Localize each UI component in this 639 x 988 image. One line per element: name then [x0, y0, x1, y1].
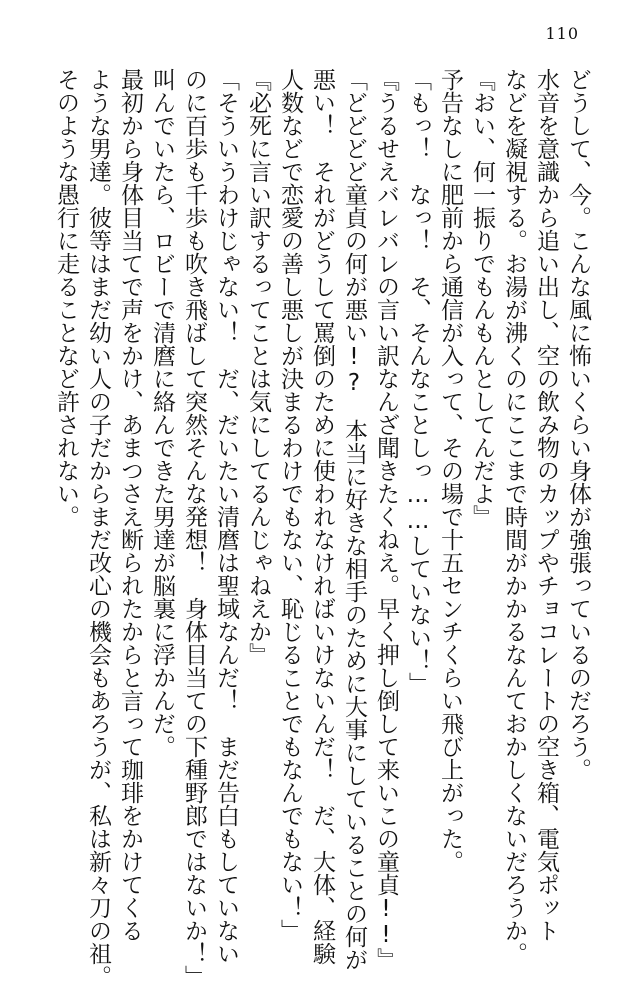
text-line: 叫んでいたら、ロビーで清麿に絡んできた男達が脳裏に浮かんだ。 [149, 68, 175, 758]
text-line: 『うるせえバレバレの言い訳なんざ聞きたくねえ。早く押し倒して来いこの童貞!!』 [373, 68, 399, 971]
text-line: そのような愚行に走ることなど許されない。 [53, 68, 79, 528]
text-line: 『必死に言い訳するってことは気にしてるんじゃねえか』 [245, 68, 271, 666]
text-line: 『おい、何一振りでもんもんとしてんだよ』 [469, 68, 495, 528]
text-line: 「そういうわけじゃない！ だ、だいたい清麿は聖域なんだ！ まだ告白もしていない [213, 68, 239, 965]
text-line: 「もっ！ なっ！ そ、そんなことしっ……していない！」 [405, 68, 431, 695]
text-line: 「どどどど童貞の何が悪い!? 本当に好きな相手のために大事にしていることの何が [341, 68, 367, 971]
text-line: 水音を意識から追い出し、空の飲み物のカップやチョコレートの空き箱、電気ポット [533, 68, 559, 942]
vertical-text-body [47, 68, 591, 988]
text-line: 悪い！ それがどうして罵倒のために使われなければいけないんだ！ だ、大体、経験 [309, 68, 335, 965]
text-line: 最初から身体目当てで声をかけ、あまつさえ断られたからと言って珈琲をかけてくる [117, 68, 143, 942]
text-line: ような男達。彼等はまだ幼い人の子だからまだ改心の機会もあろうが、私は新々刀の祖。 [85, 68, 111, 988]
text-line: どうして、今。こんな風に怖いくらい身体が強張っているのだろう。 [565, 68, 591, 781]
text-line: などを凝視する。お湯が沸くのにここまで時間がかかるなんておかしくないだろうか。 [501, 68, 527, 965]
text-line: 人数などで恋愛の善し悪しが決まるわけでもない、恥じることでもなんでもない！」 [277, 68, 303, 942]
text-line: 予告なしに肥前から通信が入って、その場で十五センチくらい飛び上がった。 [437, 68, 463, 873]
text-line: のに百歩も千歩も吹き飛ばして突然そんな発想！ 身体目当ての下種野郎ではないか！」 [181, 68, 207, 988]
page-number: 110 [545, 24, 579, 43]
